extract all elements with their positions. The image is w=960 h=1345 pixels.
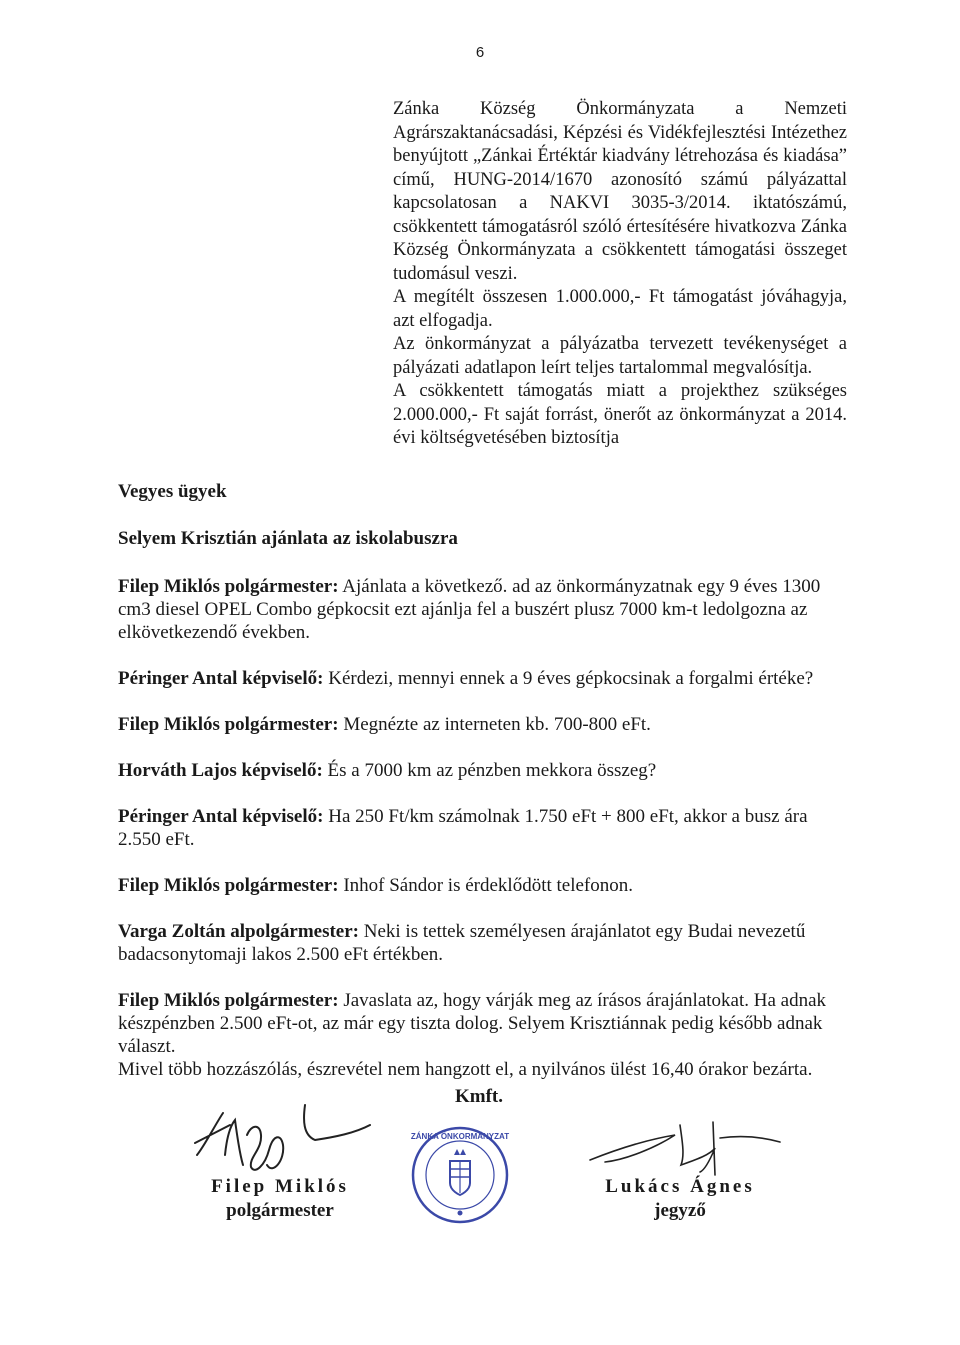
speaker-statement: Javaslata az, hogy várják meg az írásos árajánlatokat. Ha adnak készpénzben 2.500 eFt-ot, az már egy tiszta dolog. Selyem Krisztiánnak pedig később adnak választ.: [118, 990, 827, 1057]
section-title: Vegyes ügyek: [118, 481, 227, 502]
seal-text: ZÁNKA ÖNKORMÁNYZAT: [410, 1132, 510, 1141]
speaker-name: Péringer Antal képviselő:: [118, 668, 324, 689]
speaker-statement: Ha 250 Ft/km számolnak 1.750 eFt + 800 eFt, akkor a busz ára 2.550 eFt.: [118, 806, 808, 850]
minutes-entry: [118, 759, 844, 782]
speaker-name: Filep Miklós polgármester:: [118, 990, 339, 1011]
signatory-title: polgármester: [226, 1200, 334, 1221]
page-number: 6: [475, 44, 485, 61]
minutes-entry: [118, 575, 844, 644]
signatory-title: jegyző: [654, 1200, 706, 1221]
speaker-name: Filep Miklós polgármester:: [118, 875, 339, 896]
official-seal: [410, 1125, 510, 1225]
resolution-block: [393, 98, 847, 451]
signature-block-right: [600, 1175, 760, 1223]
speaker-name: Filep Miklós polgármester:: [118, 576, 339, 597]
speaker-statement: Inhof Sándor is érdeklődött telefonon.: [338, 875, 634, 896]
speaker-name: Péringer Antal képviselő:: [118, 806, 324, 827]
closing-statement: Mivel több hozzászólás, észrevétel nem hangzott el, a nyilvános ülést 16,40 órakor bezárta.: [118, 1059, 813, 1080]
subsection-title: Selyem Krisztián ajánlata az iskolabuszra: [118, 528, 458, 549]
speaker-statement: És a 7000 km az pénzben mekkora összeg?: [322, 760, 657, 781]
speaker-statement: Megnézte az interneten kb. 700-800 eFt.: [338, 714, 651, 735]
minutes-entry: [118, 805, 844, 851]
speaker-name: Filep Miklós polgármester:: [118, 714, 339, 735]
signatory-name: Lukács Ágnes: [605, 1176, 755, 1197]
resolution-paragraph: Az önkormányzat a pályázatba tervezett tevékenységet a pályázati adatlapon leírt teljes tartalommal megvalósítja.: [393, 334, 847, 378]
minutes-entry: [118, 713, 844, 736]
resolution-paragraph: A megítélt összesen 1.000.000,- Ft támogatást jóváhagyja, azt elfogadja.: [393, 287, 847, 331]
kmft-label: Kmft.: [455, 1086, 504, 1107]
resolution-paragraph: Zánka Község Önkormányzata a Nemzeti Agrárszaktanácsadási, Képzési és Vidékfejlesztési Intézethez benyújtott „Zánkai Értéktár kiadvány létrehozása és kiadása” című, HUNG-2014/1670 azonosító számú pályázattal kapcsolatosan a NAKVI 3035-3/2014. iktatószámú, csökkentett támogatásról szóló értesítésére hivatkozva Zánka Község Önkormányzata a csökkentett támogatási összeget tudomásul veszi.: [393, 99, 847, 284]
minutes-entry: [118, 874, 844, 897]
signatory-name: Filep Miklós: [211, 1176, 349, 1197]
resolution-paragraph: A csökkentett támogatás miatt a projekthez szükséges 2.000.000,- Ft saját forrást, önerőt az önkormányzat a 2014. évi költségvetésében biztosítja: [393, 381, 847, 448]
speaker-name: Varga Zoltán alpolgármester:: [118, 921, 359, 942]
signature-block-left: [205, 1175, 355, 1223]
speaker-statement: Ajánlata a következő. ad az önkormányzatnak egy 9 éves 1300 cm3 diesel OPEL Combo gépkocsit ezt ajánlja fel a buszért plusz 7000 km-t ledolgozna az elkövetkezendő években.: [118, 576, 821, 643]
speaker-statement: Neki is tettek személyesen árajánlatot egy Budai nevezetű badacsonytomaji lakos 2.500 eFt értékben.: [118, 921, 806, 965]
minutes-entry: [118, 920, 844, 966]
minutes-entry: [118, 667, 844, 690]
speaker-statement: Kérdezi, mennyi ennek a 9 éves gépkocsinak a forgalmi értéke?: [323, 668, 814, 689]
minutes-entry: [118, 989, 844, 1058]
speaker-name: Horváth Lajos képviselő:: [118, 760, 323, 781]
minutes-body: [118, 575, 844, 1081]
